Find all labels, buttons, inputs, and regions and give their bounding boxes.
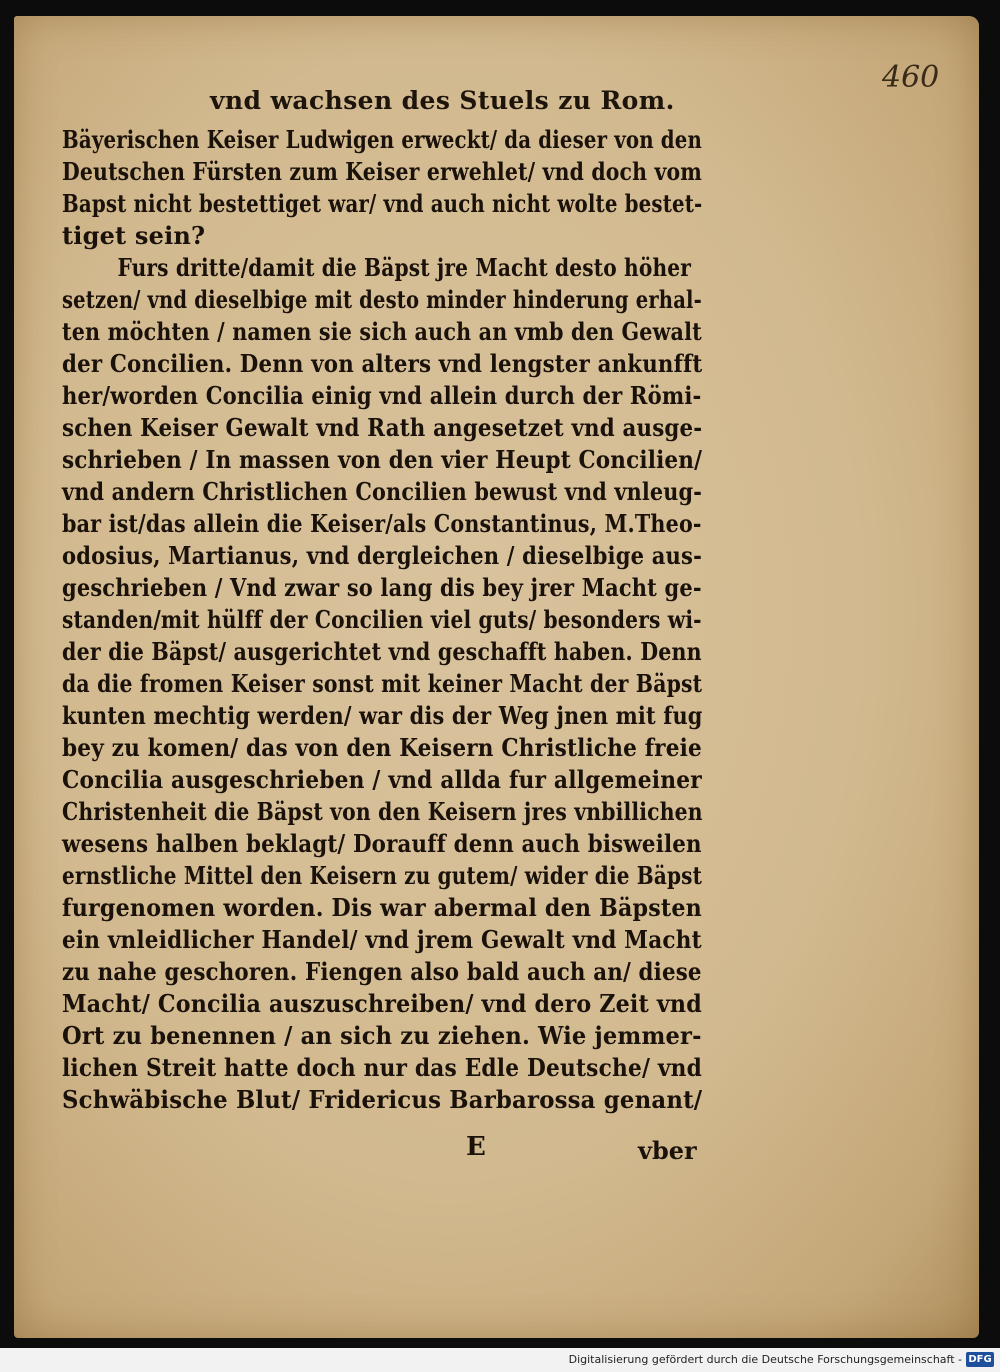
text-line: kunten mechtig werden/ war dis der Weg jnen mit fug — [62, 701, 703, 730]
running-header: vnd wachsen des Stuels zu Rom. — [210, 86, 675, 115]
digitization-footer — [0, 1348, 1000, 1372]
text-line: der die Bäpst/ ausgerichtet vnd geschafft haben. Denn — [62, 637, 702, 666]
text-line: standen/mit hülff der Concilien viel guts/ besonders wi- — [62, 605, 702, 634]
text-line: Deutschen Fürsten zum Keiser erwehlet/ vnd doch vom — [62, 157, 703, 186]
text-line: lichen Streit hatte doch nur das Edle Deutsche/ vnd — [62, 1053, 702, 1082]
page-footer-marks — [14, 1132, 1000, 1168]
text-line: odosius, Martianus, vnd dergleichen / dieselbige aus- — [62, 541, 703, 570]
text-line: wesens halben beklagt/ Dorauff denn auch bisweilen — [62, 829, 702, 858]
text-line: schen Keiser Gewalt vnd Rath angesetzet vnd ausge- — [62, 413, 703, 442]
text-line: der Concilien. Denn von alters vnd lengster ankunfft — [62, 349, 703, 378]
text-line: vnd andern Christlichen Concilien bewust vnd vnleug- — [62, 477, 703, 506]
text-line: furgenomen worden. Dis war abermal den Bäpsten — [62, 893, 702, 922]
text-line: geschrieben / Vnd zwar so lang dis bey jrer Macht ge- — [62, 573, 702, 602]
body-text — [62, 124, 702, 1116]
text-line: setzen/ vnd dieselbige mit desto minder hinderung erhal- — [62, 285, 702, 314]
folio-number: 460 — [882, 60, 940, 95]
text-line: Furs dritte/damit die Bäpst jre Macht desto höher — [117, 253, 692, 282]
text-line: da die fromen Keiser sonst mit keiner Macht der Bäpst — [62, 669, 703, 698]
text-line: schrieben / In massen von den vier Heupt Concilien/ — [62, 445, 703, 474]
text-line: tiget sein? — [62, 221, 206, 250]
funding-credit: Digitalisierung gefördert durch die Deutsche Forschungsgemeinschaft - — [568, 1353, 962, 1366]
text-line: Christenheit die Bäpst von den Keisern jres vnbillichen — [62, 797, 703, 826]
text-line: Concilia ausgeschrieben / vnd allda fur allgemeiner — [62, 765, 702, 794]
text-line: Macht/ Concilia auszuschreiben/ vnd dero Zeit vnd — [62, 989, 702, 1018]
text-line: ten möchten / namen sie sich auch an vmb den Gewalt — [62, 317, 702, 346]
text-line: zu nahe geschoren. Fiengen also bald auch an/ diese — [62, 957, 702, 986]
text-line: Ort zu benennen / an sich zu ziehen. Wie jemmer- — [62, 1021, 702, 1050]
catchword: vber — [638, 1136, 697, 1165]
text-line: Bäyerischen Keiser Ludwigen erweckt/ da dieser von den — [62, 125, 703, 154]
text-line: ein vnleidlicher Handel/ vnd jrem Gewalt vnd Macht — [62, 925, 702, 954]
book-page — [14, 16, 979, 1338]
dfg-logo: DFG — [966, 1352, 994, 1367]
text-line: bey zu komen/ das von den Keisern Christliche freie — [62, 733, 702, 762]
text-line: Bapst nicht bestettiget war/ vnd auch nicht wolte bestet- — [62, 189, 703, 218]
signature-mark: E — [466, 1132, 486, 1162]
text-line: Schwäbische Blut/ Fridericus Barbarossa genant/ — [62, 1085, 703, 1114]
text-line: her/worden Concilia einig vnd allein durch der Römi- — [62, 381, 702, 410]
text-line: bar ist/das allein die Keiser/als Constantinus, M.Theo- — [62, 509, 702, 538]
text-line: ernstliche Mittel den Keisern zu gutem/ wider die Bäpst — [62, 861, 703, 890]
